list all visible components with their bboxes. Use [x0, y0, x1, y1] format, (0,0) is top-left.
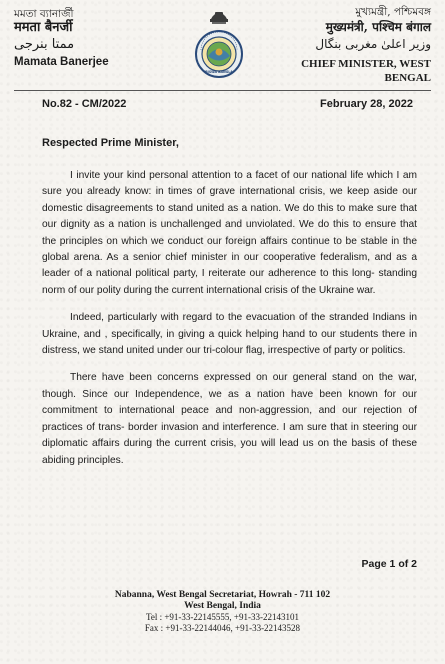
- footer-state: West Bengal, India: [184, 601, 261, 611]
- name-english: Mamata Banerjee: [14, 56, 109, 68]
- reference-number: No.82 - CM/2022: [42, 98, 127, 110]
- paragraph-3: There have been concerns expressed on our general stand on the war, though. Since our Independence, we as a nation have been known for our commitment to international peace and non-aggression, and our rejection of practices of trans- border invasion and interference. I am sure that in steering our diplomatic affairs during the current crisis, you will lead us on the basis of these abiding principles.: [42, 372, 417, 466]
- header-right-block: [266, 6, 431, 85]
- header-divider: [14, 90, 431, 91]
- paragraph-2: Indeed, particularly with regard to the evacuation of the stranded Indians in Ukraine, and , specifically, in giving a quick helping hand to our students there in distress, we stand united under our tri-colour flag, irrespective of party or politics.: [42, 312, 417, 357]
- page-number: Page 1 of 2: [361, 558, 417, 570]
- title-hindi: मुख्यमंत्री, पश्चिम बंगाल: [325, 20, 431, 34]
- title-english: CHIEF MINISTER, WEST BENGAL: [301, 58, 431, 84]
- state-emblem-seal-icon: [191, 10, 247, 80]
- paragraph-1: I invite your kind personal attention to a facet of our national life which I am sure you already know: in times of grave international crisis, we keep aside our domestic disagreements to stand united as a nation. We do this to make sure that our dignity as a nation is unchallenged and unviolated. We do this to ensure that the principles on which we conduct our foreign affairs continue to be stable in the global arena. As a senior chief minister in our cooperative federalism, and as a leader of a national political party, I reiterate our adherence to this long- standing norm of our polity during the current international crisis of the Ukraine war.: [42, 170, 417, 296]
- title-urdu: وزیر اعلیٰ مغربی بنگال: [315, 37, 431, 51]
- name-urdu: ممتا بنرجی: [14, 37, 75, 52]
- footer: [0, 590, 445, 634]
- name-hindi: ममता बैनर्जी: [14, 20, 73, 35]
- footer-telephone: Tel : +91-33-22145555, +91-33-22143101: [145, 612, 299, 622]
- salutation: Respected Prime Minister,: [42, 137, 179, 149]
- seal-caption: BISWA BANGLA: [205, 70, 233, 74]
- title-bengali: মুখ্যমন্ত্রী, পশ্চিমবঙ্গ: [355, 6, 431, 18]
- footer-fax: Fax : +91-33-22144046, +91-33-22143528: [144, 623, 301, 633]
- header-left-block: [14, 8, 164, 69]
- name-bengali: মমতা ব্যানার্জী: [14, 8, 74, 20]
- letter-body: [42, 168, 417, 480]
- footer-address: Nabanna, West Bengal Secretariat, Howrah - 711 102: [114, 590, 331, 600]
- letter-date: February 28, 2022: [320, 98, 413, 110]
